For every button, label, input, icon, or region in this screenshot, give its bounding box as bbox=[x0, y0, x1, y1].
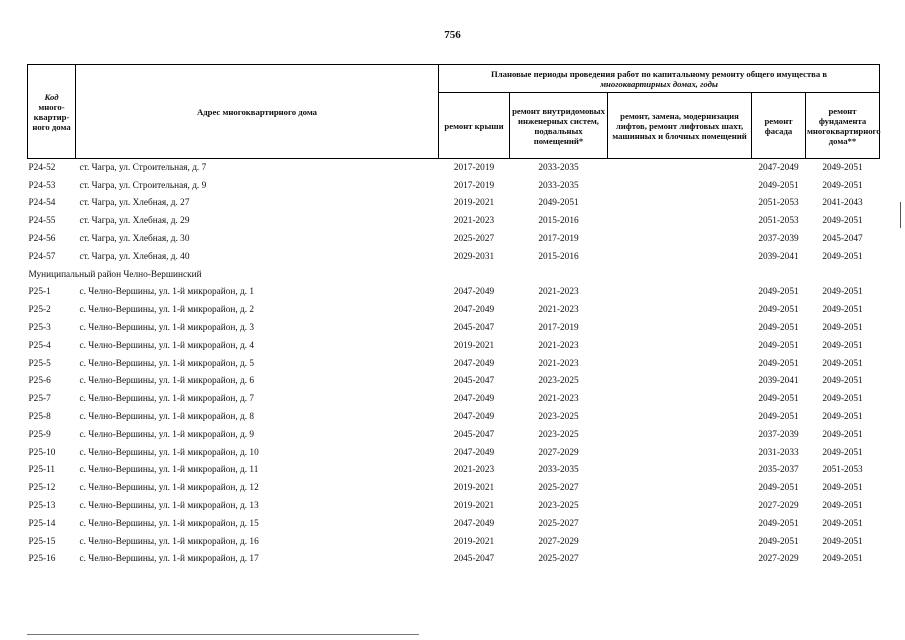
header-code-sub: много-квартир-ного дома bbox=[32, 101, 71, 132]
cell-code: P25-8 bbox=[28, 412, 51, 423]
cell-elevators bbox=[608, 195, 752, 213]
cell-code: P25-12 bbox=[28, 483, 56, 494]
table-row bbox=[28, 337, 880, 355]
cell-code: P25-14 bbox=[28, 518, 56, 529]
cell-code: P25-13 bbox=[28, 501, 56, 512]
cell-code: P24-52 bbox=[28, 162, 56, 173]
cell-code: P25-9 bbox=[28, 429, 51, 440]
cell-address: с. Челно-Вершины, ул. 1-й микрорайон, д. 12 bbox=[79, 483, 259, 494]
table-row bbox=[28, 301, 880, 319]
capital-repair-table bbox=[27, 64, 880, 568]
cell-elevators bbox=[608, 159, 752, 177]
cell-code: P24-57 bbox=[28, 251, 56, 262]
header-periods-line2: многоквартирных домах, годы bbox=[600, 78, 718, 89]
cell-code: P25-1 bbox=[28, 287, 51, 298]
cell-roof: 2025-2027 bbox=[453, 234, 495, 245]
table-header bbox=[28, 65, 880, 159]
table-row bbox=[28, 230, 880, 248]
cell-facade: 2051-2053 bbox=[758, 198, 799, 209]
cell-facade: 2027-2029 bbox=[758, 554, 799, 565]
cell-elevators bbox=[608, 212, 752, 230]
cell-roof: 2047-2049 bbox=[453, 305, 495, 316]
cell-engineering: 2025-2027 bbox=[538, 483, 579, 494]
cell-foundation: 2049-2051 bbox=[822, 305, 863, 316]
cell-foundation: 2049-2051 bbox=[822, 323, 863, 334]
header-foundation: ремонт фундамента многоквартирного дома** bbox=[806, 93, 880, 159]
cell-engineering: 2049-2051 bbox=[538, 198, 579, 209]
cell-roof: 2047-2049 bbox=[453, 518, 495, 529]
cell-facade: 2049-2051 bbox=[758, 394, 799, 405]
cell-foundation: 2049-2051 bbox=[822, 162, 863, 173]
cell-address: с. Челно-Вершины, ул. 1-й микрорайон, д. 15 bbox=[79, 518, 259, 529]
cell-roof: 2017-2019 bbox=[453, 180, 495, 191]
cell-address: с. Челно-Вершины, ул. 1-й микрорайон, д. 7 bbox=[79, 394, 255, 405]
cell-code: P25-3 bbox=[28, 323, 51, 334]
cell-code: P25-7 bbox=[28, 394, 51, 405]
cell-engineering: 2033-2035 bbox=[538, 162, 579, 173]
cell-facade: 2049-2051 bbox=[758, 305, 799, 316]
cell-elevators bbox=[608, 515, 752, 533]
cell-address: ст. Чагра, ул. Хлебная, д. 40 bbox=[79, 251, 190, 262]
cell-code: P24-55 bbox=[28, 216, 56, 227]
header-periods-line1: Плановые периоды проведения работ по капитальному ремонту общего имущества в bbox=[490, 68, 828, 79]
table-row bbox=[28, 497, 880, 515]
cell-engineering: 2021-2023 bbox=[538, 358, 579, 369]
cell-engineering: 2023-2025 bbox=[538, 501, 579, 512]
cell-elevators bbox=[608, 319, 752, 337]
cell-roof: 2047-2049 bbox=[453, 412, 495, 423]
table-row bbox=[28, 177, 880, 195]
table-row bbox=[28, 373, 880, 391]
table-row bbox=[28, 551, 880, 569]
cell-engineering: 2023-2025 bbox=[538, 412, 579, 423]
table-row bbox=[28, 408, 880, 426]
cell-elevators bbox=[608, 248, 752, 266]
cell-foundation: 2049-2051 bbox=[822, 251, 863, 262]
cell-facade: 2049-2051 bbox=[758, 412, 799, 423]
header-address: Адрес многоквартирного дома bbox=[76, 65, 439, 159]
cell-roof: 2029-2031 bbox=[453, 251, 495, 262]
cell-address: ст. Чагра, ул. Хлебная, д. 30 bbox=[79, 234, 190, 245]
cell-code: P25-5 bbox=[28, 358, 51, 369]
cell-code: P24-54 bbox=[28, 198, 56, 209]
table-body-bottom bbox=[28, 284, 880, 569]
cell-address: с. Челно-Вершины, ул. 1-й микрорайон, д. 8 bbox=[79, 412, 255, 423]
cell-roof: 2045-2047 bbox=[453, 554, 495, 565]
cell-roof: 2047-2049 bbox=[453, 287, 495, 298]
header-code-title: Код bbox=[44, 91, 59, 102]
table-row bbox=[28, 533, 880, 551]
cell-foundation: 2049-2051 bbox=[822, 394, 863, 405]
header-roof: ремонт крыши bbox=[439, 93, 510, 159]
footnote-divider bbox=[27, 634, 419, 635]
cell-roof: 2019-2021 bbox=[453, 483, 495, 494]
cell-facade: 2049-2051 bbox=[758, 536, 799, 547]
cell-foundation: 2049-2051 bbox=[822, 536, 863, 547]
header-engineering: ремонт внутридомовых инженерных систем, подвальных помещений* bbox=[510, 93, 608, 159]
cell-address: с. Челно-Вершины, ул. 1-й микрорайон, д. 16 bbox=[79, 536, 259, 547]
cell-address: с. Челно-Вершины, ул. 1-й микрорайон, д. 13 bbox=[79, 501, 259, 512]
cell-elevators bbox=[608, 390, 752, 408]
section-row bbox=[28, 266, 880, 284]
cell-facade: 2049-2051 bbox=[758, 287, 799, 298]
scan-edge-mark bbox=[900, 202, 901, 228]
cell-engineering: 2021-2023 bbox=[538, 394, 579, 405]
cell-facade: 2049-2051 bbox=[758, 323, 799, 334]
cell-elevators bbox=[608, 533, 752, 551]
cell-foundation: 2049-2051 bbox=[822, 518, 863, 529]
header-code bbox=[28, 65, 76, 159]
cell-facade: 2037-2039 bbox=[758, 234, 799, 245]
table-row bbox=[28, 248, 880, 266]
section-block bbox=[28, 266, 880, 284]
cell-roof: 2019-2021 bbox=[453, 340, 495, 351]
cell-foundation: 2041-2043 bbox=[822, 198, 863, 209]
cell-facade: 2027-2029 bbox=[758, 501, 799, 512]
cell-facade: 2049-2051 bbox=[758, 340, 799, 351]
cell-facade: 2039-2041 bbox=[758, 251, 799, 262]
cell-foundation: 2049-2051 bbox=[822, 287, 863, 298]
cell-code: P25-2 bbox=[28, 305, 51, 316]
cell-code: P25-11 bbox=[28, 465, 56, 476]
cell-address: ст. Чагра, ул. Хлебная, д. 29 bbox=[79, 216, 190, 227]
header-facade: ремонт фасада bbox=[752, 93, 806, 159]
table-row bbox=[28, 195, 880, 213]
cell-elevators bbox=[608, 373, 752, 391]
cell-facade: 2037-2039 bbox=[758, 429, 799, 440]
cell-engineering: 2015-2016 bbox=[538, 216, 579, 227]
cell-engineering: 2021-2023 bbox=[538, 340, 579, 351]
header-planned-periods bbox=[439, 65, 880, 93]
cell-engineering: 2021-2023 bbox=[538, 305, 579, 316]
cell-roof: 2045-2047 bbox=[453, 376, 495, 387]
cell-roof: 2047-2049 bbox=[453, 394, 495, 405]
table-row bbox=[28, 390, 880, 408]
cell-address: с. Челно-Вершины, ул. 1-й микрорайон, д. 6 bbox=[79, 376, 255, 387]
cell-foundation: 2049-2051 bbox=[822, 216, 863, 227]
cell-engineering: 2033-2035 bbox=[538, 180, 579, 191]
cell-facade: 2035-2037 bbox=[758, 465, 799, 476]
cell-facade: 2039-2041 bbox=[758, 376, 799, 387]
cell-address: ст. Чагра, ул. Строительная, д. 9 bbox=[79, 180, 207, 191]
cell-foundation: 2049-2051 bbox=[822, 358, 863, 369]
cell-elevators bbox=[608, 551, 752, 569]
cell-code: P25-15 bbox=[28, 536, 56, 547]
cell-foundation: 2049-2051 bbox=[822, 554, 863, 565]
cell-facade: 2049-2051 bbox=[758, 518, 799, 529]
table-row bbox=[28, 284, 880, 302]
cell-address: с. Челно-Вершины, ул. 1-й микрорайон, д. 1 bbox=[79, 287, 255, 298]
cell-engineering: 2023-2025 bbox=[538, 429, 579, 440]
cell-foundation: 2051-2053 bbox=[822, 465, 863, 476]
cell-code: P24-53 bbox=[28, 180, 56, 191]
cell-roof: 2019-2021 bbox=[453, 501, 495, 512]
cell-code: P25-10 bbox=[28, 447, 56, 458]
table-row bbox=[28, 462, 880, 480]
table-row bbox=[28, 355, 880, 373]
cell-roof: 2021-2023 bbox=[453, 465, 495, 476]
table-row bbox=[28, 515, 880, 533]
cell-elevators bbox=[608, 462, 752, 480]
cell-engineering: 2025-2027 bbox=[538, 554, 579, 565]
cell-facade: 2031-2033 bbox=[758, 447, 799, 458]
table-body-top bbox=[28, 159, 880, 266]
cell-facade: 2049-2051 bbox=[758, 483, 799, 494]
cell-elevators bbox=[608, 284, 752, 302]
cell-code: P25-6 bbox=[28, 376, 51, 387]
cell-facade: 2051-2053 bbox=[758, 216, 799, 227]
cell-foundation: 2049-2051 bbox=[822, 429, 863, 440]
cell-foundation: 2049-2051 bbox=[822, 376, 863, 387]
cell-engineering: 2021-2023 bbox=[538, 287, 579, 298]
cell-address: с. Челно-Вершины, ул. 1-й микрорайон, д. 2 bbox=[79, 305, 255, 316]
cell-elevators bbox=[608, 230, 752, 248]
cell-facade: 2047-2049 bbox=[758, 162, 799, 173]
cell-address: ст. Чагра, ул. Хлебная, д. 27 bbox=[79, 198, 190, 209]
cell-code: P25-4 bbox=[28, 340, 51, 351]
cell-roof: 2047-2049 bbox=[453, 447, 495, 458]
cell-engineering: 2015-2016 bbox=[538, 251, 579, 262]
cell-address: с. Челно-Вершины, ул. 1-й микрорайон, д. 17 bbox=[79, 554, 259, 565]
table-row bbox=[28, 319, 880, 337]
cell-roof: 2047-2049 bbox=[453, 358, 495, 369]
cell-elevators bbox=[608, 479, 752, 497]
cell-facade: 2049-2051 bbox=[758, 180, 799, 191]
cell-foundation: 2049-2051 bbox=[822, 447, 863, 458]
cell-foundation: 2049-2051 bbox=[822, 483, 863, 494]
cell-address: с. Челно-Вершины, ул. 1-й микрорайон, д. 9 bbox=[79, 429, 255, 440]
cell-elevators bbox=[608, 426, 752, 444]
cell-address: с. Челно-Вершины, ул. 1-й микрорайон, д. 11 bbox=[79, 465, 259, 476]
cell-roof: 2017-2019 bbox=[453, 162, 495, 173]
cell-address: с. Челно-Вершины, ул. 1-й микрорайон, д. 4 bbox=[79, 340, 255, 351]
cell-roof: 2045-2047 bbox=[453, 429, 495, 440]
cell-foundation: 2049-2051 bbox=[822, 412, 863, 423]
cell-facade: 2049-2051 bbox=[758, 358, 799, 369]
table-row bbox=[28, 159, 880, 177]
cell-engineering: 2023-2025 bbox=[538, 376, 579, 387]
cell-elevators bbox=[608, 444, 752, 462]
cell-elevators bbox=[608, 301, 752, 319]
section-title: Муниципальный район Челно-Вершинский bbox=[28, 269, 202, 280]
cell-code: P25-16 bbox=[28, 554, 56, 565]
header-elevators: ремонт, замена, модернизация лифтов, ремонт лифтовых шахт, машинных и блочных помещений bbox=[608, 93, 752, 159]
cell-engineering: 2027-2029 bbox=[538, 536, 579, 547]
cell-foundation: 2049-2051 bbox=[822, 501, 863, 512]
table-row bbox=[28, 444, 880, 462]
table-row bbox=[28, 479, 880, 497]
cell-address: ст. Чагра, ул. Строительная, д. 7 bbox=[79, 162, 207, 173]
cell-elevators bbox=[608, 497, 752, 515]
cell-elevators bbox=[608, 177, 752, 195]
cell-engineering: 2027-2029 bbox=[538, 447, 579, 458]
cell-roof: 2019-2021 bbox=[453, 198, 495, 209]
cell-roof: 2019-2021 bbox=[453, 536, 495, 547]
cell-elevators bbox=[608, 408, 752, 426]
cell-elevators bbox=[608, 337, 752, 355]
cell-engineering: 2033-2035 bbox=[538, 465, 579, 476]
cell-address: с. Челно-Вершины, ул. 1-й микрорайон, д. 3 bbox=[79, 323, 255, 334]
table-row bbox=[28, 426, 880, 444]
cell-foundation: 2049-2051 bbox=[822, 180, 863, 191]
cell-address: с. Челно-Вершины, ул. 1-й микрорайон, д. 10 bbox=[79, 447, 259, 458]
cell-engineering: 2025-2027 bbox=[538, 518, 579, 529]
cell-roof: 2021-2023 bbox=[453, 216, 495, 227]
cell-engineering: 2017-2019 bbox=[538, 234, 579, 245]
cell-foundation: 2045-2047 bbox=[822, 234, 863, 245]
table-row bbox=[28, 212, 880, 230]
cell-elevators bbox=[608, 355, 752, 373]
cell-roof: 2045-2047 bbox=[453, 323, 495, 334]
cell-foundation: 2049-2051 bbox=[822, 340, 863, 351]
cell-code: P24-56 bbox=[28, 234, 56, 245]
cell-address: с. Челно-Вершины, ул. 1-й микрорайон, д. 5 bbox=[79, 358, 255, 369]
cell-engineering: 2017-2019 bbox=[538, 323, 579, 334]
page-number: 756 bbox=[444, 29, 461, 41]
